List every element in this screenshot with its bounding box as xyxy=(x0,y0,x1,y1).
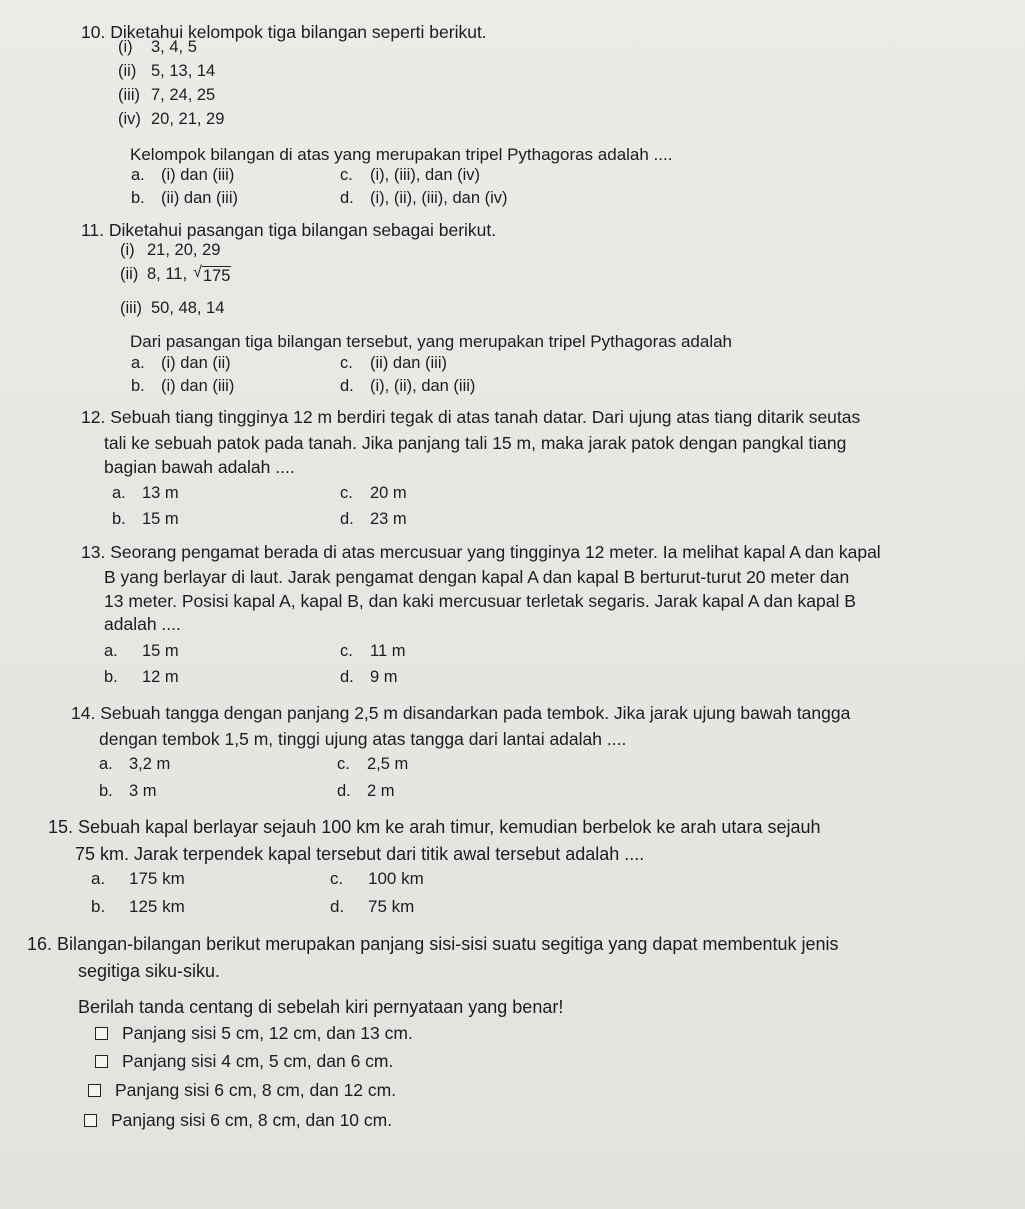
option-b[interactable]: b. (ii) dan (iii) xyxy=(131,189,239,207)
radical-sign-icon: √ xyxy=(193,264,202,281)
question-text-line: B yang berlayar di laut. Jarak pengamat dengan kapal A dan kapal B berturut-turut 20 meter dan xyxy=(104,567,850,587)
question-12-stem: 12. Sebuah tiang tingginya 12 m berdiri tegak di atas tanah datar. Dari ujung atas tiang ditarik seutas xyxy=(81,407,861,427)
question-number: 15. xyxy=(48,817,74,837)
option-b[interactable]: b. 12 m xyxy=(104,668,179,686)
option-a[interactable]: a. (i) dan (ii) xyxy=(131,354,231,372)
option-b[interactable]: b. 125 km xyxy=(91,897,185,916)
question-text-line: adalah .... xyxy=(104,614,181,634)
question-prompt: Dari pasangan tiga bilangan tersebut, yang merupakan tripel Pythagoras adalah xyxy=(130,332,733,351)
question-number: 12. xyxy=(81,407,106,427)
question-number: 11. xyxy=(81,220,105,240)
question-14-stem: 14. Sebuah tangga dengan panjang 2,5 m disandarkan pada tembok. Jika jarak ujung bawah tangga xyxy=(71,703,851,723)
checkbox[interactable] xyxy=(95,1055,108,1068)
option-d[interactable]: d. (i), (ii), (iii), dan (iv) xyxy=(340,189,508,207)
question-text-line: segitiga siku-siku. xyxy=(78,961,221,981)
list-item: (ii) 5, 13, 14 xyxy=(118,62,216,80)
question-text: Diketahui pasangan tiga bilangan sebagai berikut. xyxy=(108,220,497,240)
checkbox-statement-3[interactable]: Panjang sisi 6 cm, 8 cm, dan 12 cm. xyxy=(88,1080,396,1101)
option-c[interactable]: c. 2,5 m xyxy=(337,755,409,773)
question-number: 14. xyxy=(71,703,96,723)
option-a[interactable]: a. (i) dan (iii) xyxy=(131,166,235,184)
question-text-line: 13 meter. Posisi kapal A, kapal B, dan kaki mercusuar terletak segaris. Jarak kapal A dan kapal B xyxy=(104,591,856,611)
list-item: (iii) 50, 48, 14 xyxy=(120,299,225,317)
option-c[interactable]: c. 11 m xyxy=(340,642,406,660)
checkbox-statement-2[interactable]: Panjang sisi 4 cm, 5 cm, dan 6 cm. xyxy=(95,1051,393,1072)
checkbox[interactable] xyxy=(84,1114,97,1127)
option-a[interactable]: a. 175 km xyxy=(91,869,185,888)
question-16-stem: 16. Bilangan-bilangan berikut merupakan panjang sisi-sisi suatu segitiga yang dapat membentuk jenis xyxy=(27,934,839,954)
option-c[interactable]: c. 100 km xyxy=(330,869,424,888)
list-item: (ii) 8, 11, √ 175 xyxy=(120,264,231,285)
question-13-stem: 13. Seorang pengamat berada di atas mercusuar yang tingginya 12 meter. Ia melihat kapal A dan kapal xyxy=(81,542,881,562)
question-number: 10. xyxy=(81,22,106,42)
checkbox[interactable] xyxy=(88,1084,101,1097)
question-text-line: tali ke sebuah patok pada tanah. Jika panjang tali 15 m, maka jarak patok dengan pangkal tiang xyxy=(104,433,847,453)
question-text-line: bagian bawah adalah .... xyxy=(104,457,295,477)
question-11-stem xyxy=(0,219,1025,242)
option-b[interactable]: b. 3 m xyxy=(99,782,157,800)
list-item: (i) 21, 20, 29 xyxy=(120,241,221,259)
instruction-text: Berilah tanda centang di sebelah kiri pernyataan yang benar! xyxy=(78,997,564,1017)
option-a[interactable]: a. 15 m xyxy=(104,642,179,660)
option-b[interactable]: b. 15 m xyxy=(112,510,179,528)
option-d[interactable]: d. 23 m xyxy=(340,510,407,528)
checkbox-statement-1[interactable]: Panjang sisi 5 cm, 12 cm, dan 13 cm. xyxy=(95,1023,413,1044)
option-d[interactable]: d. (i), (ii), dan (iii) xyxy=(340,377,476,395)
option-a[interactable]: a. 13 m xyxy=(112,484,179,502)
option-c[interactable]: c. (ii) dan (iii) xyxy=(340,354,448,372)
question-text-line: dengan tembok 1,5 m, tinggi ujung atas tangga dari lantai adalah .... xyxy=(99,729,627,749)
option-b[interactable]: b. (i) dan (iii) xyxy=(131,377,235,395)
list-item: (iii) 7, 24, 25 xyxy=(118,86,216,104)
question-text: Diketahui kelompok tiga bilangan seperti berikut. xyxy=(110,22,487,42)
option-a[interactable]: a. 3,2 m xyxy=(99,755,171,773)
question-text-line: 75 km. Jarak terpendek kapal tersebut dari titik awal tersebut adalah .... xyxy=(75,844,645,864)
option-d[interactable]: d. 2 m xyxy=(337,782,395,800)
question-15-stem: 15. Sebuah kapal berlayar sejauh 100 km ke arah timur, kemudian berbelok ke arah utara sejauh xyxy=(48,817,821,837)
square-root: √ 175 xyxy=(193,264,231,285)
question-number: 13. xyxy=(81,542,106,562)
question-number: 16. xyxy=(27,934,53,954)
option-c[interactable]: c. 20 m xyxy=(340,484,407,502)
option-d[interactable]: d. 75 km xyxy=(330,897,415,916)
option-d[interactable]: d. 9 m xyxy=(340,668,398,686)
list-item: (iv) 20, 21, 29 xyxy=(118,110,225,128)
question-prompt: Kelompok bilangan di atas yang merupakan tripel Pythagoras adalah .... xyxy=(130,145,673,164)
checkbox-statement-4[interactable]: Panjang sisi 6 cm, 8 cm, dan 10 cm. xyxy=(84,1110,392,1131)
checkbox[interactable] xyxy=(95,1027,108,1040)
option-c[interactable]: c. (i), (iii), dan (iv) xyxy=(340,166,480,184)
list-item: (i) 3, 4, 5 xyxy=(118,38,197,56)
